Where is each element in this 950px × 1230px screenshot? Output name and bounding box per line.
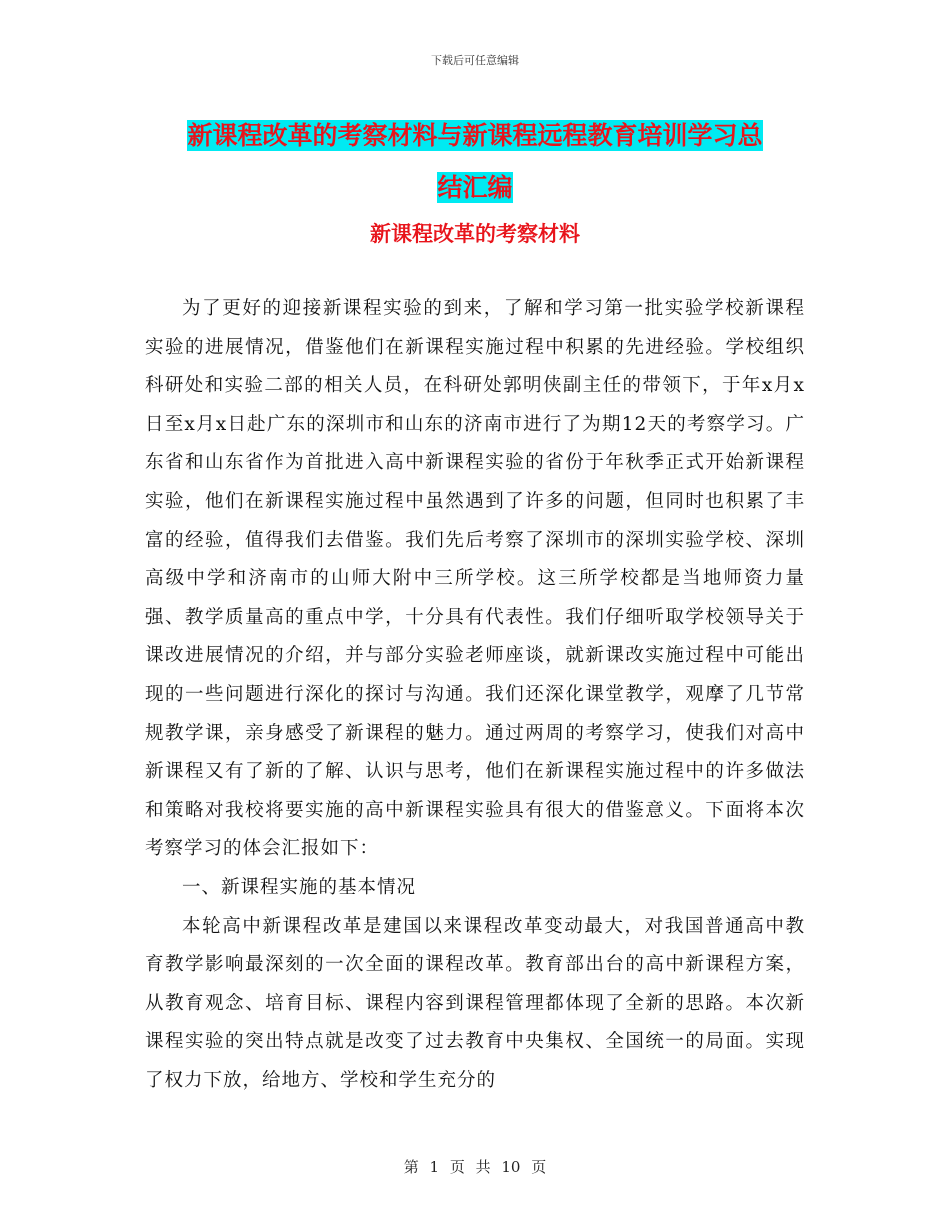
section-title: 新课程改革的考察材料 xyxy=(370,222,580,246)
document-title-line-1: 新课程改革的考察材料与新课程远程教育培训学习总 xyxy=(187,121,763,150)
body-subheading: 一、新课程实施的基本情况 xyxy=(182,876,417,898)
body-paragraph: 为了更好的迎接新课程实验的到来，了解和学习第一批实验学校新课程实验的进展情况，借鉴他们在新课程实施过程中积累的先进经验。学校组织科研处和实验二部的相关人员，在科研处郭明侠副主任的带领下，于年x月x日至x月x日赴广东的深圳市和山东的济南市进行了为期12天的考察学习。广东省和山东省作为首批进入高中新课程实验的省份于年秋季正式开始新课程实验，他们在新课程实施过程中虽然遇到了许多的问题，但同时也积累了丰富的经验，值得我们去借鉴。我们先后考察了深圳市的深圳实验学校、深圳高级中学和济南市的山师大附中三所学校。这三所学校都是当地师资力量强、教学质量高的重点中学，十分具有代表性。我们仔细听取学校领导关于课改进展情况的介绍，并与部分实验老师座谈，就新课改实施过程中可能出现的一些问题进行深化的探讨与沟通。我们还深化课堂教学，观摩了几节常规教学课，亲身感受了新课程的魅力。通过两周的考察学习，使我们对高中新课程又有了新的了解、认识与思考，他们在新课程实施过程中的许多做法和策略对我校将要实施的高中新课程实验具有很大的借鉴意义。下面将本次考察学习的体会汇报如下： xyxy=(145,298,805,860)
document-body xyxy=(145,290,805,1100)
document-title-line-2: 结汇编 xyxy=(437,173,513,202)
page-header-note: 下载后可任意编辑 xyxy=(431,54,519,67)
body-paragraph: 本轮高中新课程改革是建国以来课程改革变动最大，对我国普通高中教育教学影响最深刻的一次全面的课程改革。教育部出台的高中新课程方案，从教育观念、培育目标、课程内容到课程管理都体现了全新的思路。本次新课程实验的突出特点就是改变了过去教育中央集权、全国统一的局面。实现了权力下放，给地方、学校和学生充分的 xyxy=(145,915,805,1091)
document-title xyxy=(145,110,805,214)
page-number-footer: 第 1 页 共 10 页 xyxy=(403,1158,547,1176)
